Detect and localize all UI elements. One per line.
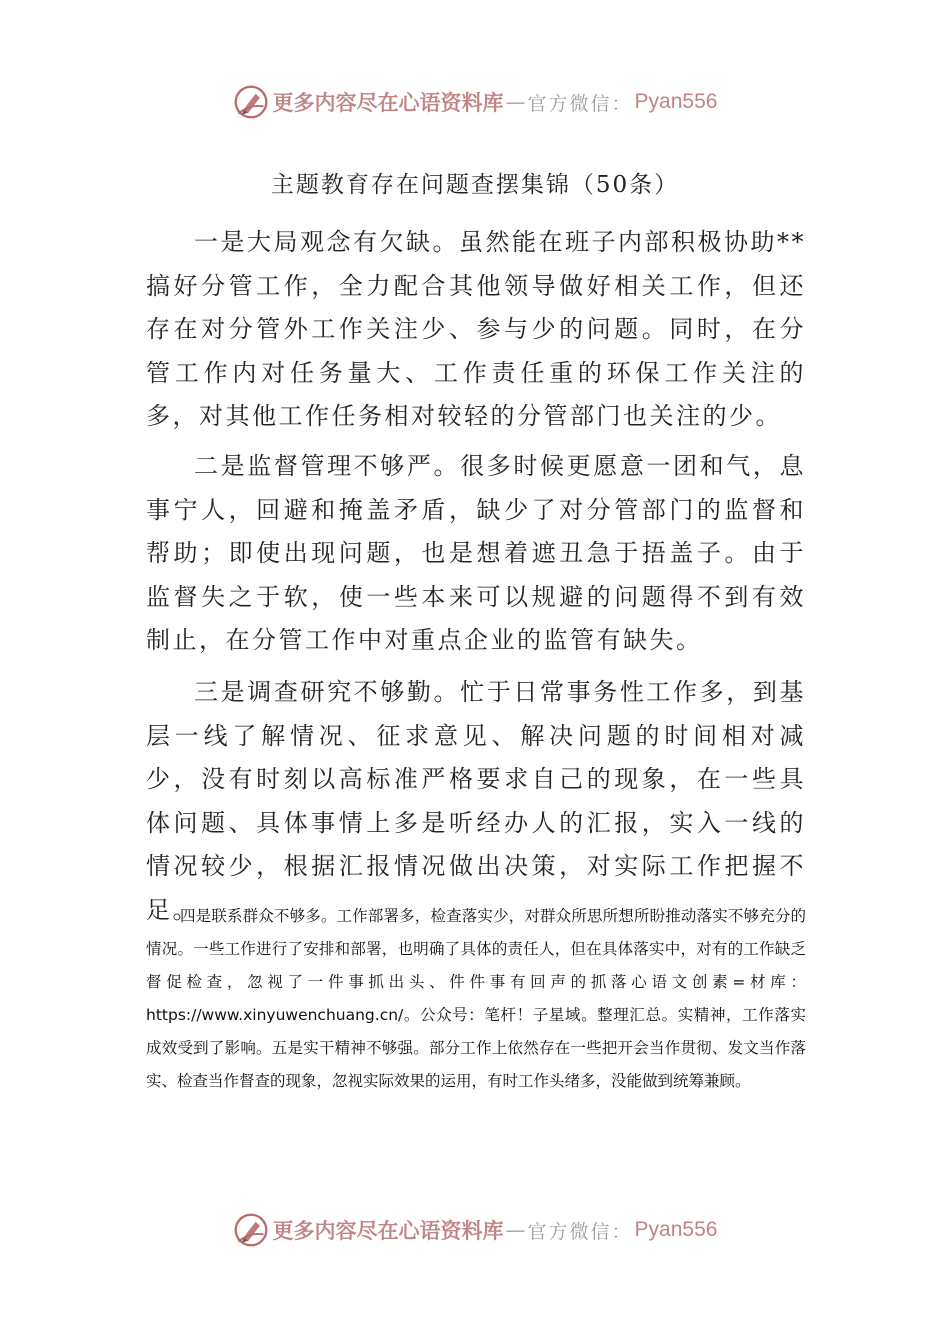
watermark-wechat-id: Pyan556	[634, 1218, 718, 1241]
watermark-brand: 更多内容尽在心语资料库	[272, 90, 504, 115]
paragraph-2: 二是监督管理不够严。很多时候更愿意一团和气，息事宁人，回避和掩盖矛盾，缺少了对分管部门的监督和帮助；即使出现问题，也是想着遮丑急于捂盖子。由于监督失之于软，使一些本来可以规避的问题得不到有效制止，在分管工作中对重点企业的监管有缺失。	[146, 452, 806, 655]
watermark-brand: 更多内容尽在心语资料库	[272, 1218, 504, 1243]
watermark-wechat-id: Pyan556	[634, 90, 718, 113]
pen-nib-icon	[233, 1212, 269, 1248]
pen-nib-icon	[233, 84, 269, 120]
watermark-separator: —	[505, 90, 526, 114]
paragraph-4: 四是联系群众不够多。工作部署多，检查落实少，对群众所思所想所盼推动落实不够充分的情况。一些工作进行了安排和部署，也明确了具体的责任人，但在具体落实中，对有的工作缺乏督促检查，忽视了一件事抓出头、件件事有回声的抓落心语文创素=材库：https://www.xinyuwenchuang.cn/。公众号：笔杆！子星域。整理汇总。实精神，工作落实成效受到了影响。五是实干精神不够强。部分工作上依然存在一些把开会当作贯彻、发文当作落实、检查当作督查的现象，忽视实际效果的运用，有时工作头绪多，没能做到统筹兼顾。	[146, 907, 806, 1090]
footer-watermark	[0, 1208, 950, 1252]
header-watermark	[0, 80, 950, 124]
paragraph-1: 一是大局观念有欠缺。虽然能在班子内部积极协助**搞好分管工作，全力配合其他领导做好相关工作，但还存在对分管外工作关注少、参与少的问题。同时，在分管工作内对任务量大、工作责任重的环保工作关注的多，对其他工作任务相对较轻的分管部门也关注的少。	[146, 228, 806, 431]
watermark-separator: —	[505, 1218, 526, 1242]
watermark-wechat-label: 官方微信：	[527, 1220, 633, 1243]
document-title: 主题教育存在问题查摆集锦（50条）	[270, 172, 680, 198]
watermark-wechat-label: 官方微信：	[527, 92, 633, 115]
paragraph-3: 三是调查研究不够勤。忙于日常事务性工作多，到基层一线了解情况、征求意见、解决问题的时间相对减少，没有时刻以高标准严格要求自己的现象，在一些具体问题、具体事情上多是听经办人的汇报，实入一线的情况较少，根据汇报情况做出决策，对实际工作把握不足。	[146, 678, 806, 924]
